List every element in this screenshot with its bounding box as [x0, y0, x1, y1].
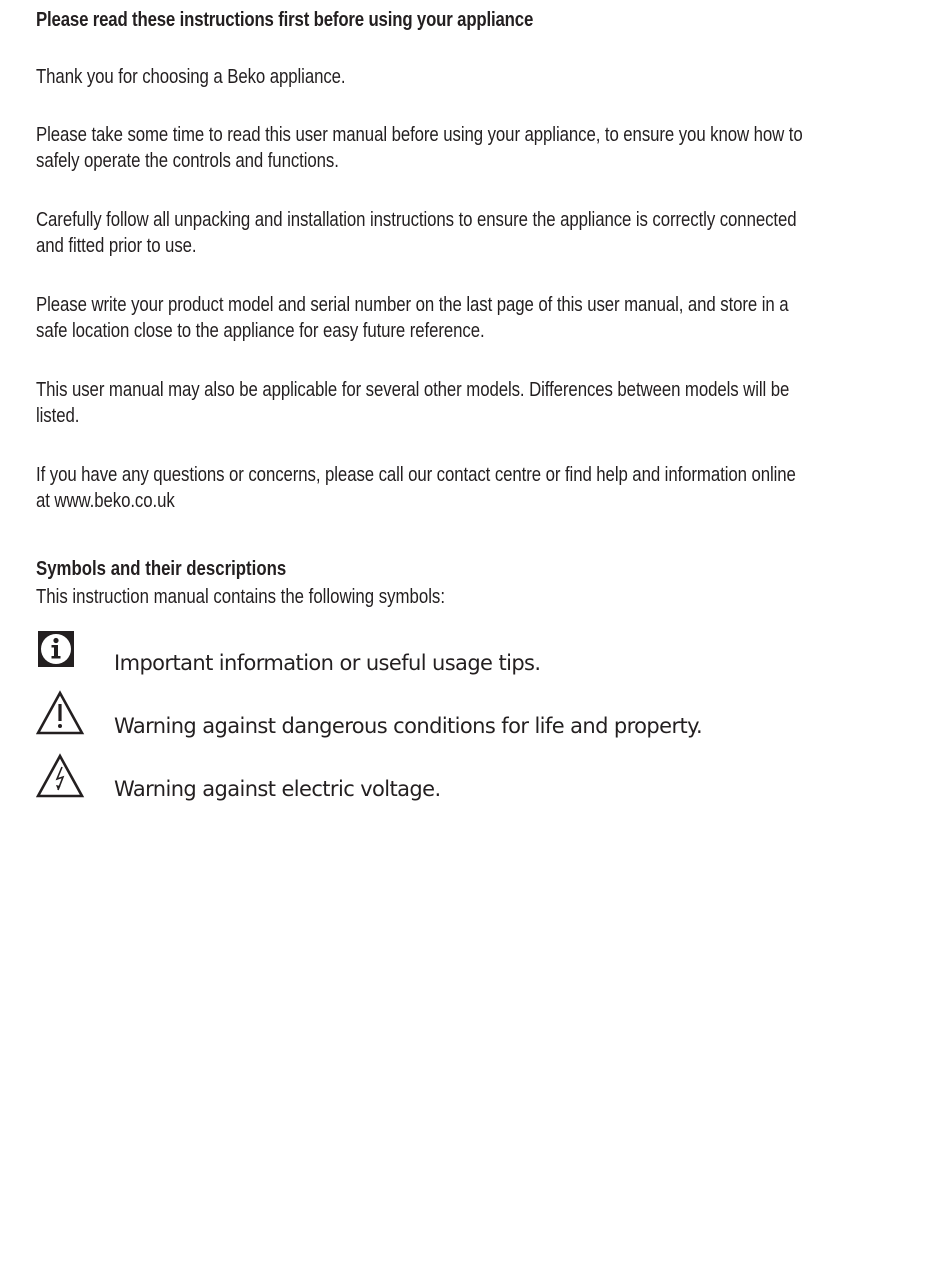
warning-icon [36, 690, 86, 736]
paragraph-line: safe location close to the appliance for easy future reference. [36, 320, 485, 342]
symbols-intro: This instruction manual contains the following symbols: [36, 586, 446, 608]
paragraph-contact [36, 462, 941, 514]
symbol-row-warning [36, 690, 916, 742]
paragraph-line: Carefully follow all unpacking and installation instructions to ensure the appliance is correctly connected [36, 209, 797, 231]
paragraph-line: Thank you for choosing a Beko appliance. [36, 66, 346, 88]
paragraph-line: Please write your product model and serial number on the last page of this user manual, and store in a [36, 294, 789, 316]
paragraph-line: listed. [36, 405, 80, 427]
info-icon [36, 630, 76, 668]
paragraph-line: and fitted prior to use. [36, 235, 197, 257]
paragraph-thanks [36, 64, 404, 90]
paragraph-line: This user manual may also be applicable for several other models. Differences between models will be [36, 379, 790, 401]
paragraph-line: Please take some time to read this user manual before using your appliance, to ensure you know how to [36, 124, 803, 146]
electric-voltage-warning-icon [36, 753, 86, 799]
symbol-row-info [36, 630, 916, 682]
paragraph-line: safely operate the controls and functions. [36, 150, 339, 172]
symbol-row-electric [36, 753, 916, 805]
paragraph-line: If you have any questions or concerns, please call our contact centre or find help and information online [36, 464, 796, 486]
paragraph-line: at www.beko.co.uk [36, 490, 175, 512]
symbol-description: Warning against dangerous conditions for life and property. [114, 714, 703, 738]
symbols-heading: Symbols and their descriptions [36, 558, 287, 580]
paragraph-read-manual [36, 122, 949, 174]
page-heading: Please read these instructions first before using your appliance [36, 9, 534, 31]
paragraph-installation [36, 207, 941, 259]
symbol-description: Warning against electric voltage. [114, 777, 441, 801]
symbol-description: Important information or useful usage tips. [114, 651, 541, 675]
paragraph-serial-number [36, 292, 932, 344]
paragraph-other-models [36, 377, 933, 429]
